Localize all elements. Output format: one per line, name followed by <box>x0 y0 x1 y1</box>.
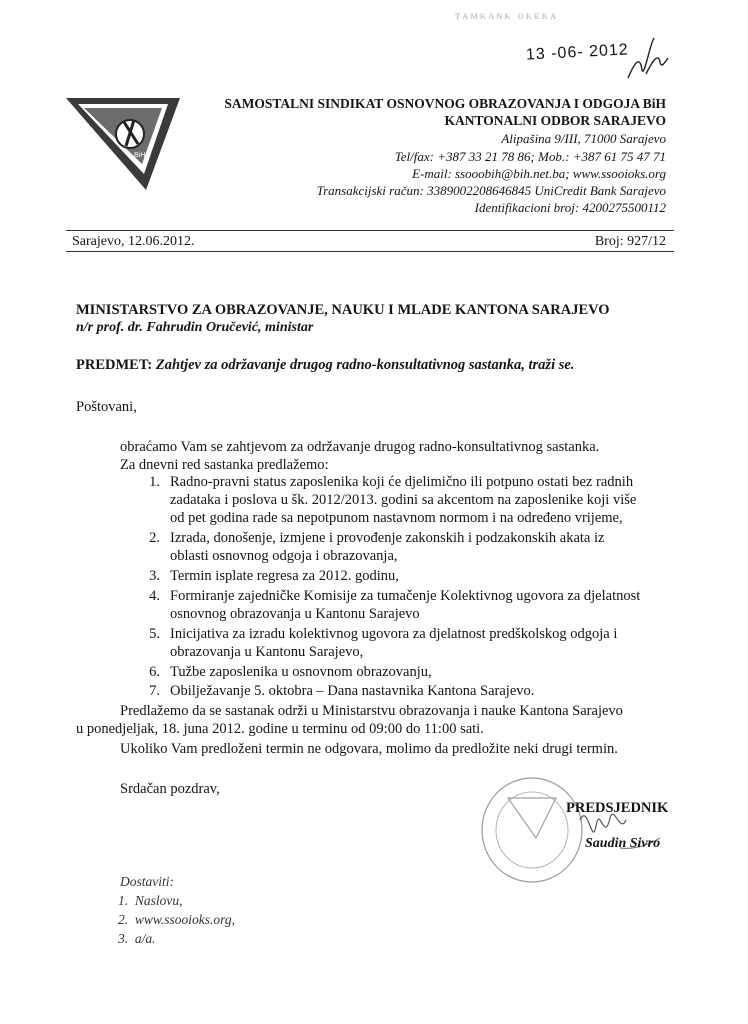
closing-greeting: Srdačan pozdrav, <box>120 781 220 797</box>
distribution-item-number: 2. <box>118 912 129 927</box>
agenda-item-number: 2. <box>149 530 160 546</box>
agenda-item-6-line-1: Tužbe zaposlenika u osnovnom obrazovanju, <box>170 664 432 680</box>
recipient-attention: n/r prof. dr. Fahrudin Oručević, ministar <box>76 320 314 335</box>
initials-signature <box>620 34 670 84</box>
agenda-item-5-line-2: obrazovanja u Kantonu Sarajevo, <box>170 644 364 660</box>
agenda-item-4-line-1: Formiranje zajedničke Komisije za tumačenje Kolektivnog ugovora za djelatnost <box>170 588 641 604</box>
subject-text: Zahtjev za održavanje drugog radno-konsultativnog sastanka, traži se. <box>155 357 575 373</box>
agenda-item-2 <box>138 530 160 547</box>
agenda-item-number: 5. <box>149 626 160 642</box>
union-logo <box>64 94 182 194</box>
agenda-item-5 <box>138 626 160 643</box>
signatory-title: PREDSJEDNIK <box>566 800 669 816</box>
agenda-item-number: 4. <box>149 588 160 604</box>
letterhead-email: E-mail: ssooobih@bih.net.ba; www.ssooioks.org <box>412 166 666 181</box>
agenda-item-3 <box>138 568 160 585</box>
header-rule-bottom <box>66 251 674 252</box>
agenda-item-2-line-1: Izrada, donošenje, izmjene i provođenje zakonskih i podzakonskih akata iz <box>170 530 605 546</box>
signatory-name: Saudin Sivro <box>585 836 661 851</box>
received-date-stamp: 13 -06- 2012 <box>525 41 630 64</box>
agenda-item-4-line-2: osnovnog obrazovanja u Kantonu Sarajevo <box>170 606 420 622</box>
agenda-item-1-line-1: Radno-pravni status zaposlenika koji će djelimično ili potpuno ostati bez radnih <box>170 474 634 490</box>
place-date: Sarajevo, 12.06.2012. <box>72 234 195 249</box>
agenda-item-number: 1. <box>149 474 160 490</box>
distribution-item <box>118 893 183 909</box>
document-number: Broj: 927/12 <box>594 234 666 249</box>
distribution-item <box>118 931 156 947</box>
distribution-item-text: www.ssooioks.org, <box>134 912 236 927</box>
agenda-item-1-line-2: zadataka i poslova u šk. 2012/2013. godini sa akcentom na zaposlenike koji više <box>170 492 637 508</box>
agenda-item-7-line-1: Obilježavanje 5. oktobra – Dana nastavnika Kantona Sarajevo. <box>170 683 535 699</box>
letterhead-phone: Tel/fax: +387 33 21 78 86; Mob.: +387 61 75 47 71 <box>394 149 666 164</box>
distribution-item-text: Naslovu, <box>134 893 183 908</box>
recipient-name: MINISTARSTVO ZA OBRAZOVANJE, NAUKU I MLADE KANTONA SARAJEVO <box>76 302 610 318</box>
agenda-item-6 <box>138 664 160 681</box>
subject-label: PREDMET: <box>76 357 153 373</box>
proposal-line-2: u ponedjeljak, 18. juna 2012. godine u terminu od 09:00 do 11:00 sati. <box>76 721 484 737</box>
letterhead-id: Identifikacioni broj: 4200275500112 <box>474 200 666 215</box>
agenda-intro: Za dnevni red sastanka predlažemo: <box>120 457 329 473</box>
intro-paragraph: obraćamo Vam se zahtjevom za održavanje drugog radno-konsultativnog sastanka. <box>120 439 600 455</box>
subject-line <box>76 357 574 374</box>
agenda-item-1 <box>138 474 160 491</box>
agenda-item-4 <box>138 588 160 605</box>
distribution-label: Dostaviti: <box>120 874 174 889</box>
agenda-item-5-line-1: Inicijativa za izradu kolektivnog ugovora za djelatnost predškolskog odgoja i <box>170 626 618 642</box>
logo-bih-text: BiH <box>134 152 146 159</box>
letterhead-org: SAMOSTALNI SINDIKAT OSNOVNOG OBRAZOVANJA I ODGOJA BiH <box>224 96 666 111</box>
distribution-item-number: 3. <box>118 931 129 946</box>
agenda-item-2-line-2: oblasti osnovnog odgoja i obrazovanja, <box>170 548 398 564</box>
letterhead-account: Transakcijski račun: 3389002208646845 UniCredit Bank Sarajevo <box>316 183 666 198</box>
greeting: Poštovani, <box>76 399 137 415</box>
agenda-item-1-line-3: od pet godina rade sa nepotpunom nastavnom normom i na određeno vrijeme, <box>170 510 623 526</box>
letterhead-branch: KANTONALNI ODBOR SARAJEVO <box>444 113 666 128</box>
agenda-item-7 <box>138 683 160 700</box>
agenda-item-3-line-1: Termin isplate regresa za 2012. godinu, <box>170 568 399 584</box>
agenda-item-number: 7. <box>149 683 160 699</box>
distribution-item <box>118 912 235 928</box>
distribution-item-number: 1. <box>118 893 129 908</box>
letterhead-address: Alipašina 9/III, 71000 Sarajevo <box>501 131 666 146</box>
distribution-item-text: a/a. <box>134 931 156 946</box>
agenda-item-number: 3. <box>149 568 160 584</box>
header-rule-top <box>66 230 674 231</box>
official-seal-stamp <box>470 774 669 884</box>
alternative-term-request: Ukoliko Vam predloženi termin ne odgovara, molimo da predložite neki drugi termin. <box>120 741 618 757</box>
proposal-line-1: Predlažemo da se sastanak održi u Ministarstvu obrazovanja i nauke Kantona Sarajevo <box>120 703 623 719</box>
faint-stamp-text: ᴛᴀᴍᴋᴀɴᴋ ᴏᴋᴇᴋᴀ <box>455 8 559 22</box>
agenda-item-number: 6. <box>149 664 160 680</box>
